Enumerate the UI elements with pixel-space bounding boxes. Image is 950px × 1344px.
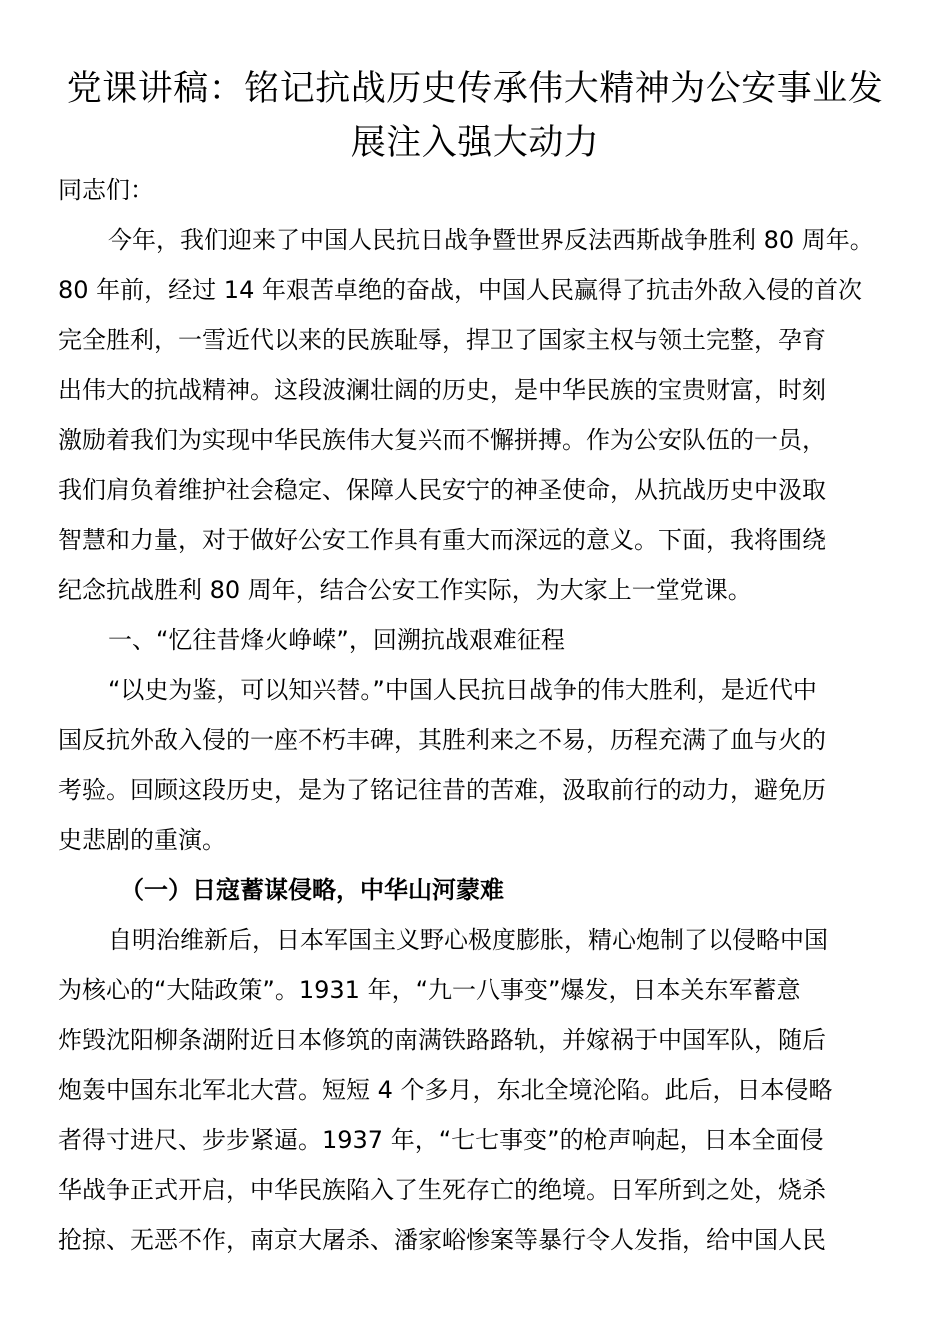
paragraph-line: 者得寸进尺、步步紧逼。1937 年，“七七事变”的枪声响起，日本全面侵 <box>58 1126 824 1154</box>
paragraph-line: 史悲剧的重演。 <box>58 826 226 854</box>
document-body <box>58 165 898 1265</box>
paragraph-line: 为核心的“大陆政策”。1931 年，“九一八事变”爆发，日本关东军蓄意 <box>58 976 801 1004</box>
paragraph-line: 国反抗外敌入侵的一座不朽丰碑，其胜利来之不易，历程充满了血与火的 <box>58 726 826 754</box>
paragraph-line: 智慧和力量，对于做好公安工作具有重大而深远的意义。下面，我将围绕 <box>58 526 826 554</box>
paragraph-line: 完全胜利，一雪近代以来的民族耻辱，捍卫了国家主权与领土完整，孕育 <box>58 326 826 354</box>
paragraph-line: 今年，我们迎来了中国人民抗日战争暨世界反法西斯战争胜利 80 周年。 <box>108 226 874 254</box>
document-title <box>30 62 920 170</box>
paragraph-line: 出伟大的抗战精神。这段波澜壮阔的历史，是中华民族的宝贵财富，时刻 <box>58 376 826 404</box>
paragraph-line: “以史为鉴，可以知兴替。”中国人民抗日战争的伟大胜利，是近代中 <box>108 676 817 704</box>
paragraph-line: 自明治维新后，日本军国主义野心极度膨胀，精心炮制了以侵略中国 <box>108 926 828 954</box>
paragraph-line: 华战争正式开启，中华民族陷入了生死存亡的绝境。日军所到之处，烧杀 <box>58 1176 826 1204</box>
paragraph-line: 炸毁沈阳柳条湖附近日本修筑的南满铁路路轨，并嫁祸于中国军队，随后 <box>58 1026 826 1054</box>
paragraph-line: 考验。回顾这段历史，是为了铭记往昔的苦难，汲取前行的动力，避免历 <box>58 776 826 804</box>
paragraph-line: 我们肩负着维护社会稳定、保障人民安宁的神圣使命，从抗战历史中汲取 <box>58 476 826 504</box>
paragraph-line: 激励着我们为实现中华民族伟大复兴而不懈拼搏。作为公安队伍的一员， <box>58 426 826 454</box>
subsection-heading: （一）日寇蓄谋侵略，中华山河蒙难 <box>120 876 504 904</box>
paragraph-line: 纪念抗战胜利 80 周年，结合公安工作实际，为大家上一堂党课。 <box>58 576 752 604</box>
title-line-2: 展注入强大动力 <box>350 123 600 163</box>
paragraph-line: 80 年前，经过 14 年艰苦卓绝的奋战，中国人民赢得了抗击外敌入侵的首次 <box>58 276 862 304</box>
salutation: 同志们： <box>58 176 154 204</box>
section-heading: 一、“忆往昔烽火峥嵘”，回溯抗战艰难征程 <box>108 626 565 654</box>
paragraph-line: 抢掠、无恶不作，南京大屠杀、潘家峪惨案等暴行令人发指，给中国人民 <box>58 1226 826 1254</box>
paragraph-line: 炮轰中国东北军北大营。短短 4 个多月，东北全境沦陷。此后，日本侵略 <box>58 1076 833 1104</box>
title-line-1: 党课讲稿：铭记抗战历史传承伟大精神为公安事业发 <box>66 69 884 109</box>
